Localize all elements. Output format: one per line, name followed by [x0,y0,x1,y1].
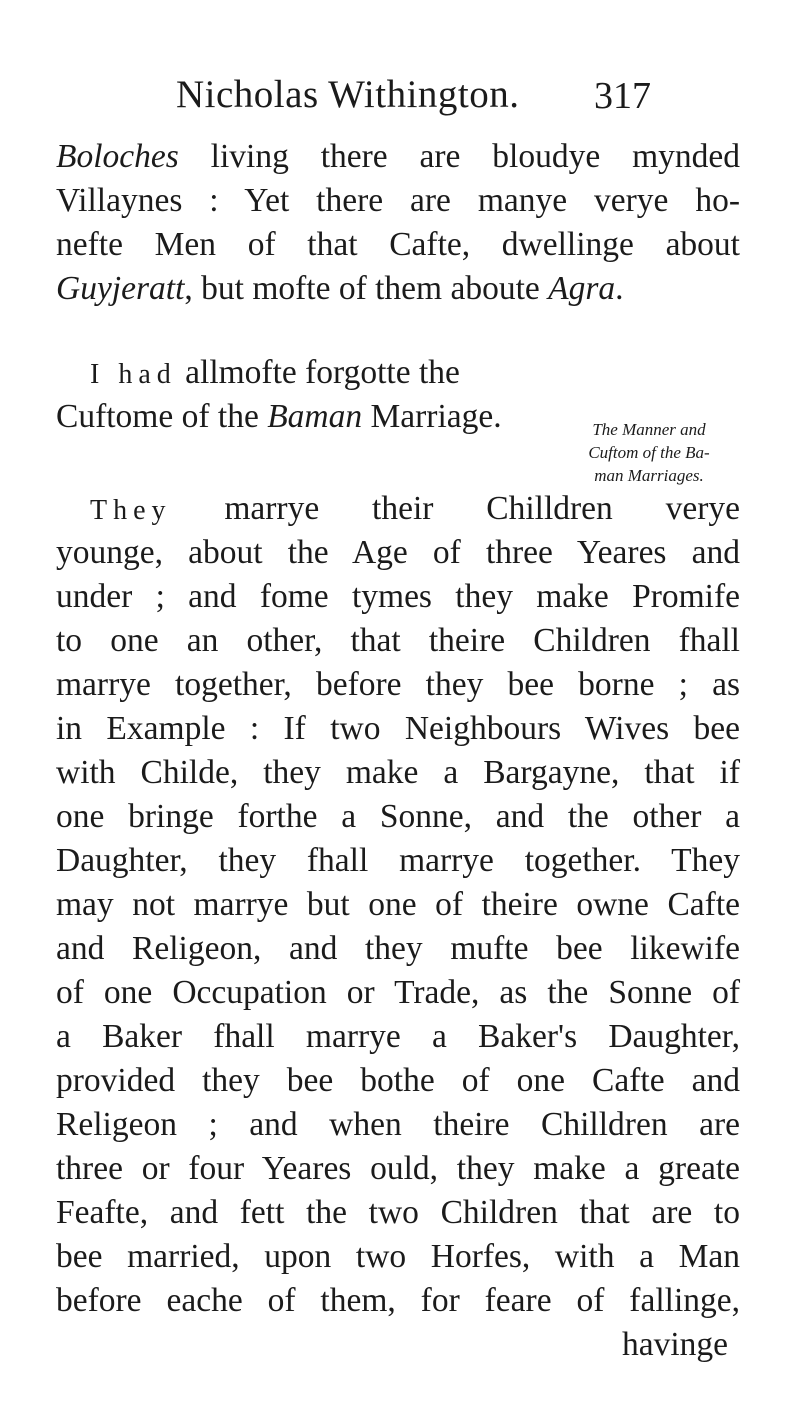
text-line: with Childe, they make a Bargayne, that if [56,754,740,791]
page-number: 317 [594,75,651,117]
text-line: in Example : If two Neighbours Wives bee [56,710,740,747]
running-head-title: Nicholas Withington. [176,73,520,116]
text-line: Religeon ; and when theire Chilldren are [56,1106,740,1143]
catchword: havinge [622,1326,729,1363]
text-line: nefte Men of that Cafte, dwellinge about [56,226,740,263]
text-line: Cuftome of the Baman Marriage. [56,398,502,435]
text-line: Feafte, and fett the two Children that are to [56,1194,740,1231]
text-line: Boloches living there are bloudye mynded [56,138,740,175]
margin-note-line: man Marriages. [594,466,704,485]
text-line: and Religeon, and they mufte bee likewife [56,930,740,967]
text-line: Villaynes : Yet there are manye verye ho- [56,182,740,219]
text-line: provided they bee bothe of one Cafte and [56,1062,740,1099]
text-line: one bringe forthe a Sonne, and the other a [56,798,740,835]
text-line: They marrye their Chilldren verye [90,490,740,527]
text-line: to one an other, that theire Children fhall [56,622,740,659]
text-line: bee married, upon two Horfes, with a Man [56,1238,740,1275]
text-line: I had allmofte forgotte the [90,354,460,391]
text-line: Daughter, they fhall marrye together. They [56,842,740,879]
text-line: marrye together, before they bee borne ; as [56,666,740,703]
text-line: under ; and fome tymes they make Promife [56,578,740,615]
text-line: three or four Yeares ould, they make a greate [56,1150,740,1187]
text-line: Guyjeratt, but mofte of them aboute Agra. [56,270,624,307]
text-line: a Baker fhall marrye a Baker's Daughter, [56,1018,740,1055]
text-line: younge, about the Age of three Yeares and [56,534,740,571]
text-line: of one Occupation or Trade, as the Sonne of [56,974,740,1011]
text-line: before eache of them, for feare of fallinge, [56,1282,740,1319]
margin-note-line: Cuftom of the Ba- [588,443,710,462]
margin-note-line: The Manner and [592,420,706,439]
margin-note [548,418,750,487]
text-line: may not marrye but one of theire owne Cafte [56,886,740,923]
